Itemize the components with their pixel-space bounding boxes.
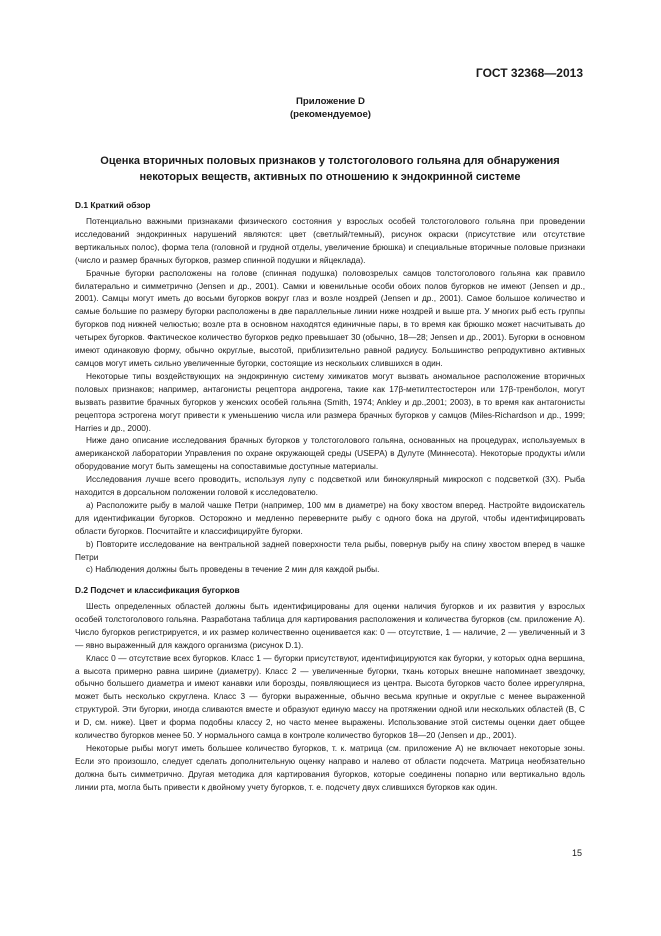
section-heading-d1: D.1 Краткий обзор <box>75 200 151 210</box>
document-title-line-1: Оценка вторичных половых признаков у толстоголового гольяна для обнаружения <box>100 155 560 167</box>
appendix-note: (рекомендуемое) <box>289 109 371 120</box>
appendix-heading <box>0 95 661 121</box>
paragraph: Некоторые типы воздействующих на эндокринную систему химикатов могут вызвать аномальное расположение вторичных половых признаков; например, антагонисты рецептора андрогена, такие как 17β-метилтестостерон или 17β-тренболон, могут вызвать развитие брачных бугорков у женских особей гольяна (Smith, 1974; Ankley и др.,2001; 2003), в то время как антагонисты рецептора эстрогена могут привести к уменьшению числа или размера брачных бугорков у самцов (Miles-Richardson и др., 1999; Harries и др., 2000). <box>75 370 585 433</box>
page-number: 15 <box>572 848 583 858</box>
list-item-b: b) Повторите исследование на вентральной задней поверхности тела рыбы, повернув рыбу на спину хвостом вперед в чашке Петри <box>75 538 585 562</box>
appendix-title: Приложение D <box>296 96 365 107</box>
paragraph: Шесть определенных областей должны быть идентифицированы для оценки наличия бугорков и их развития у взрослых особей толстоголового гольяна. Разработана таблица для картирования расположения и количества бугорков (см. приложение А). Число бугорков регистрируется, и их размер количественно оценивается как: 0 — отсутствие, 1 — наличие, 2 — увеличенный и 3 — явно выраженный для каждого организма (рисунок D.1). <box>75 601 585 650</box>
document-title-line-2: некоторых веществ, активных по отношению к эндокринной системе <box>139 171 521 183</box>
document-title <box>80 153 580 185</box>
standard-number: ГОСТ 32368—2013 <box>475 66 583 80</box>
paragraph: Исследования лучше всего проводить, используя лупу с подсветкой или бинокулярный микроскоп с подсветкой (3Х). Рыба находится в дорсальном положении головой к исследователю. <box>75 474 585 498</box>
paragraph: Ниже дано описание исследования брачных бугорков у толстоголового гольяна, основанных на процедурах, используемых в американской лаборатории Управления по охране окружающей среды (USEPA) в Дулуте (Миннесота). Некоторые продукты и/или оборудование могут быть замещены на сопоставимые доступные материалы. <box>75 435 585 472</box>
paragraph: Потенциально важными признаками физического состояния у взрослых особей толстоголового гольяна при проведении исследований эндокринных нарушений являются: цвет (светлый/темный), рисунок окраски (присутствие или отсутствие вертикальных полос), форма тела (головной и грудной отделы, увеличение брюшка) и специальные вторичные половые признаки (число и размер брачных бугорков, размер спинной подушки и яйцеклада). <box>75 216 585 265</box>
paragraph: Брачные бугорки расположены на голове (спинная подушка) половозрелых самцов толстоголового гольяна как правило билатерально и симметрично (Jensen и др., 2001). Самки и ювенильные особи обоих полов бугорков не имеют (Jensen и др., 2001). Самцы могут иметь до восьми бугорков вокруг глаз и возле ноздрей (Jensen и др., 2001). Самое большое количество и самые большие по размеру бугорки расположены в две параллельные линии ниже ноздрей и выше рта. У многих рыб есть группы бугорков под нижней челюстью; возле рта в основном находятся единичные пары, в то время как брюшко может насчитывать до четырех бугорков. Фактическое количество бугорков редко превышает 30 (обычно, 18—28; Jensen и др., 2001). Бугорки в основном имеют одинаковую форму, обычно округлые, высотой, приблизительно равной радиусу. Большинство репродуктивно активных самцов могут иметь сильно увеличенные бугорки, состоящие из нескольких слившихся в один. <box>75 267 585 368</box>
list-item-a: a) Расположите рыбу в малой чашке Петри (например, 100 мм в диаметре) на боку хвостом вперед. Настройте видоискатель для идентификации бугорков. Осторожно и медленно переверните рыбу с одного бока на другой, чтобы идентифицировать области бугорков. Посчитайте и классифицируйте бугорки. <box>75 499 585 536</box>
section-heading-d2: D.2 Подсчет и классификация бугорков <box>75 585 240 595</box>
paragraph: Некоторые рыбы могут иметь большее количество бугорков, т. к. матрица (см. приложение A) не включает некоторые зоны. Если это произошло, следует сделать дополнительную оценку направо и налево от области подсчета. Матрица необязательно должна быть симметрично. Другая методика для картирования бугорков, которые соединены попарно или вертикально вдоль линии рта, могла быть привести к двойному учету бугорков, т. е. подсчету двух слившихся бугорков как один. <box>75 742 585 792</box>
list-item-c: c) Наблюдения должны быть проведены в течение 2 мин для каждой рыбы. <box>86 564 380 575</box>
section-d1-body <box>75 215 585 576</box>
section-d2-body <box>75 600 585 794</box>
paragraph: Класс 0 — отсутствие всех бугорков. Класс 1 — бугорки присутствуют, идентифицируются как бугорки, у которых одна вершина, а высота примерно равна ширине (диаметру). Класс 2 — увеличенные бугорки, ткань которых внешне напоминает звездочку, обычно большего диаметра и имеют канавки или борозды, появляющиеся из центра. Высота бугорков часто более иррегулярна, может быть несколько скруглена. Класс 3 — бугорки выраженные, обычно весьма крупные и округлые с менее выраженной структурой. Эти бугорки, иногда сливаются вместе и образуют единую массу на протяжении одной или нескольких областей (B, C и D, см. ниже). Цвет и форма подобны классу 2, но часто менее выражены. Использование этой системы оценки дает общее количество бугорков менее 50. У нормального самца в контроле количество бугорков 18—20 (Jensen и др., 2001). <box>75 652 585 741</box>
